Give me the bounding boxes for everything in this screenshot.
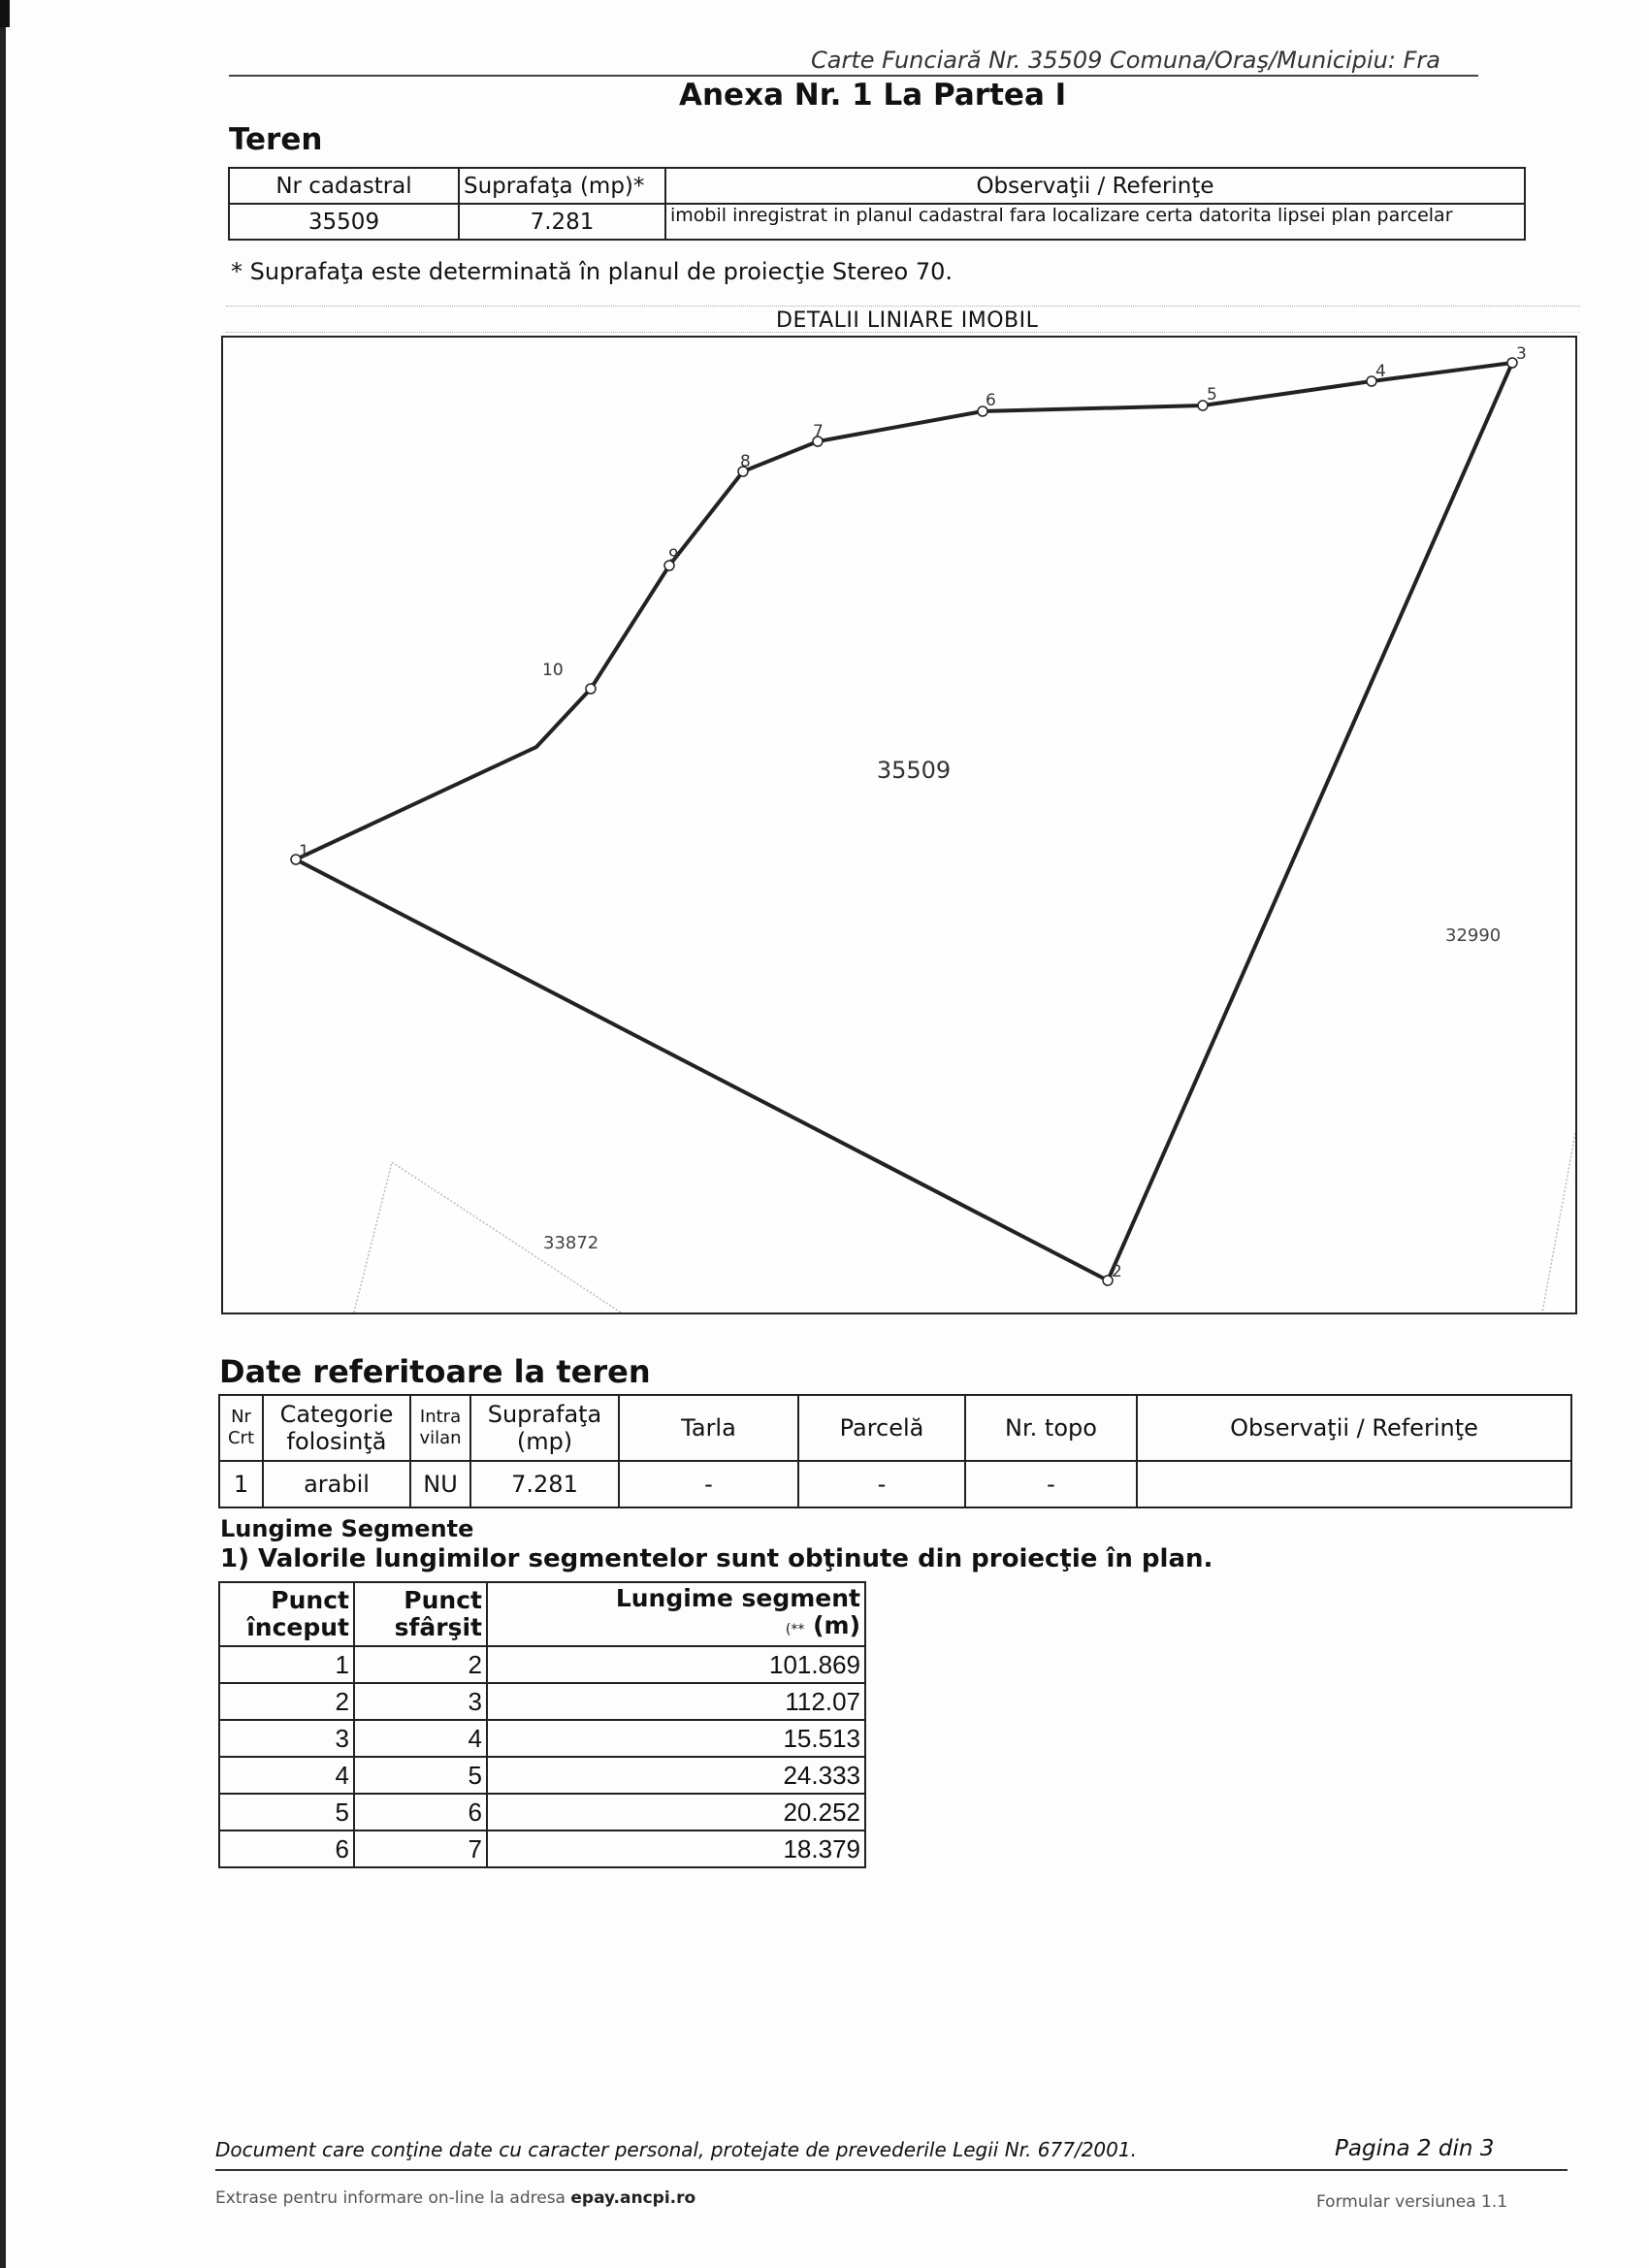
header-parcela: Parcelă — [798, 1395, 965, 1461]
cell-length: 15.513 — [487, 1720, 865, 1757]
cell-end: 2 — [354, 1646, 487, 1683]
teren-section-title: Teren — [229, 122, 323, 157]
header-lungime-segment: Lungime segment (** (m) — [487, 1582, 865, 1646]
point-label-6: 6 — [986, 391, 996, 410]
cell-start: 6 — [219, 1831, 354, 1867]
table-row — [219, 1646, 865, 1683]
unit-label: (m) — [813, 1611, 860, 1639]
epay-prefix: Extrase pentru informare on-line la adresa — [215, 2188, 566, 2208]
table-row — [219, 1757, 865, 1794]
header-nr-topo: Nr. topo — [965, 1395, 1137, 1461]
cell-nr: 1 — [219, 1461, 263, 1507]
cell-nr-cadastral: 35509 — [229, 204, 459, 240]
point-label-3: 3 — [1516, 344, 1527, 364]
cell-length: 112.07 — [487, 1683, 865, 1720]
cell-length: 24.333 — [487, 1757, 865, 1794]
cell-end: 7 — [354, 1831, 487, 1867]
header-divider — [229, 75, 1478, 77]
point-label-5: 5 — [1207, 385, 1217, 405]
cell-end: 4 — [354, 1720, 487, 1757]
header-categorie: Categorie folosinţă — [263, 1395, 410, 1461]
cell-start: 1 — [219, 1646, 354, 1683]
header-tarla: Tarla — [619, 1395, 798, 1461]
cell-parcela: - — [798, 1461, 965, 1507]
footer-divider — [215, 2169, 1568, 2171]
cell-start: 4 — [219, 1757, 354, 1794]
header-nr-crt: Nr Crt — [219, 1395, 263, 1461]
epay-note — [215, 2188, 695, 2208]
cell-suprafata: 7.281 — [470, 1461, 619, 1507]
parcel-number-label: 35509 — [876, 757, 952, 784]
header-nr-cadastral: Nr cadastral — [229, 168, 459, 204]
lungime-header — [219, 1582, 865, 1646]
neighbor-label-32990: 32990 — [1445, 925, 1502, 946]
vertex-10 — [586, 684, 596, 694]
table-row — [219, 1461, 1571, 1507]
point-label-1: 1 — [299, 842, 309, 861]
scan-left-edge — [0, 0, 6, 2268]
cell-categorie: arabil — [263, 1461, 410, 1507]
header-observatii-referinte: Observaţii / Referinţe — [1137, 1395, 1571, 1461]
header-suprafata: Suprafaţa (mp)* — [459, 168, 665, 204]
cell-length: 18.379 — [487, 1831, 865, 1867]
lungime-subtitle: 1) Valorile lungimilor segmentelor sunt obţinute din proiecţie în plan. — [220, 1544, 1213, 1573]
epay-link[interactable]: epay.ancpi.ro — [570, 2188, 696, 2208]
point-label-9: 9 — [668, 546, 679, 566]
cell-start: 2 — [219, 1683, 354, 1720]
parcel-map — [221, 336, 1577, 1314]
table-row — [229, 204, 1525, 240]
page-number: Pagina 2 din 3 — [1335, 2136, 1495, 2161]
cell-length: 101.869 — [487, 1646, 865, 1683]
cell-length: 20.252 — [487, 1794, 865, 1831]
neighbor-label-33872: 33872 — [543, 1233, 599, 1253]
neighbor-edge — [1542, 1133, 1575, 1312]
map-title: DETALII LINIARE IMOBIL — [776, 308, 1039, 333]
point-label-7: 7 — [813, 422, 824, 441]
table-row — [219, 1794, 865, 1831]
teren-table — [228, 167, 1526, 241]
date-teren-title: Date referitoare la teren — [219, 1353, 651, 1390]
table-row — [219, 1683, 865, 1720]
anexa-title: Anexa Nr. 1 La Partea I — [679, 78, 1067, 113]
point-label-4: 4 — [1375, 362, 1386, 381]
cell-observatii: imobil inregistrat in planul cadastral fara localizare certa datorita lipsei plan parcelar — [665, 204, 1525, 240]
date-teren-table — [218, 1394, 1572, 1508]
header-punct-inceput: Punct început — [219, 1582, 354, 1646]
table-row — [219, 1720, 865, 1757]
cell-end: 3 — [354, 1683, 487, 1720]
cell-nr-topo: - — [965, 1461, 1137, 1507]
cell-suprafata: 7.281 — [459, 204, 665, 240]
cell-start: 3 — [219, 1720, 354, 1757]
header-observatii: Observaţii / Referinţe — [665, 168, 1525, 204]
form-version: Formular versiunea 1.1 — [1316, 2192, 1508, 2212]
cell-end: 6 — [354, 1794, 487, 1831]
parcel-map-svg — [223, 338, 1575, 1312]
parcel-35509-outline — [296, 363, 1512, 1280]
header-intravilan: Intra vilan — [410, 1395, 470, 1461]
unit-footnote-mark: (** — [785, 1622, 805, 1637]
teren-table-header — [229, 168, 1525, 204]
cell-tarla: - — [619, 1461, 798, 1507]
point-label-10: 10 — [542, 661, 564, 680]
table-row — [219, 1831, 865, 1867]
personal-data-note: Document care conţine date cu caracter personal, protejate de prevederile Legii Nr. 677/2001. — [215, 2138, 1137, 2161]
stereo-footnote: * Suprafaţa este determinată în planul de proiecţie Stereo 70. — [231, 258, 954, 285]
scan-corner-mark — [0, 0, 10, 27]
date-teren-header — [219, 1395, 1571, 1461]
cell-start: 5 — [219, 1794, 354, 1831]
header-punct-sfarsit: Punct sfârşit — [354, 1582, 487, 1646]
cell-intravilan: NU — [410, 1461, 470, 1507]
cell-end: 5 — [354, 1757, 487, 1794]
lungime-title: Lungime Segmente — [220, 1515, 474, 1542]
point-label-2: 2 — [1112, 1262, 1122, 1281]
carte-funciara-reference: Carte Funciară Nr. 35509 Comuna/Oraş/Municipiu: Fra — [811, 47, 1440, 74]
point-label-8: 8 — [740, 452, 751, 471]
lungime-table — [218, 1581, 866, 1868]
parcel-vertices — [291, 358, 1517, 1285]
header-suprafata-mp: Suprafaţa (mp) — [470, 1395, 619, 1461]
cell-observatii — [1137, 1461, 1571, 1507]
